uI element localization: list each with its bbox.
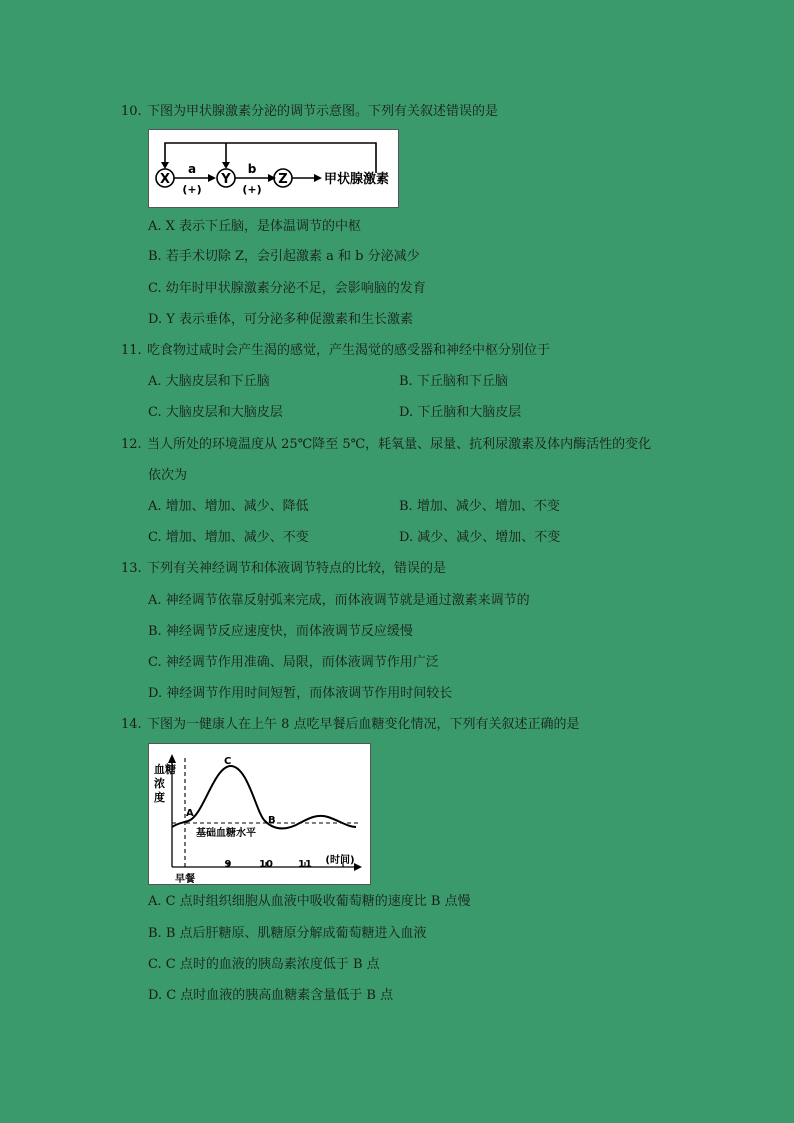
y-label-char-2: 糖: [165, 763, 176, 776]
q14-option-d: D. C 点时血液的胰高血糖素含量低于 B 点: [148, 988, 394, 1003]
question-12-stem-continued: 依次为: [148, 468, 188, 483]
q14-option-b: B. B 点后肝糖原、肌糖原分解成葡萄糖进入血液: [148, 926, 427, 941]
q14-option-c: C. C 点时的血液的胰岛素浓度低于 B 点: [148, 957, 380, 972]
x-axis-label: (时间): [325, 855, 355, 866]
q12-option-d: D. 减少、减少、增加、不变: [399, 530, 561, 545]
q13-option-d: D. 神经调节作用时间短暂，而体液调节作用时间较长: [148, 686, 453, 701]
point-c-label: C: [224, 756, 232, 767]
y-label-char-4: 度: [154, 791, 165, 804]
q11-option-d: D. 下丘脑和大脑皮层: [399, 405, 522, 420]
q12-option-b: B. 增加、减少、增加、不变: [399, 499, 560, 514]
thyroid-regulation-diagram: [148, 129, 399, 208]
plus-label-2: (+): [242, 183, 262, 196]
q10-option-b: B. 若手术切除 Z，会引起激素 a 和 b 分泌减少: [148, 249, 420, 264]
node-y: Y: [221, 172, 231, 187]
question-11-stem: 11. 吃食物过咸时会产生渴的感觉，产生渴觉的感受器和神经中枢分别位于: [121, 343, 551, 358]
hormone-a-label: a: [187, 162, 197, 176]
y-label-char-1: 血: [154, 763, 165, 776]
plus-label-1: (+): [182, 183, 202, 196]
breakfast-label: 早餐: [175, 874, 195, 885]
q13-option-c: C. 神经调节作用准确、局限，而体液调节作用广泛: [148, 655, 439, 670]
q11-option-c: C. 大脑皮层和大脑皮层: [148, 405, 283, 420]
node-z: Z: [278, 172, 288, 187]
question-10-stem: 10. 下图为甲状腺激素分泌的调节示意图。下列有关叙述错误的是: [121, 104, 499, 119]
q12-option-c: C. 增加、增加、减少、不变: [148, 530, 309, 545]
point-b-label: B: [268, 815, 276, 826]
q13-option-b: B. 神经调节反应速度快，而体液调节反应缓慢: [148, 624, 413, 639]
q12-option-a: A. 增加、增加、减少、降低: [148, 499, 309, 514]
question-12-stem: 12. 当人所处的环境温度从 25℃降至 5℃，耗氧量、尿量、抗利尿激素及体内酶活性的变化: [121, 437, 652, 452]
node-x: X: [159, 172, 171, 187]
thyroid-hormone-label: 甲状腺激素: [324, 172, 390, 187]
q11-option-a: A. 大脑皮层和下丘脑: [148, 374, 270, 389]
question-14-stem: 14. 下图为一健康人在上午 8 点吃早餐后血糖变化情况，下列有关叙述正确的是: [121, 717, 580, 732]
baseline-label: 基础血糖水平: [196, 828, 256, 839]
hormone-b-label: b: [247, 162, 257, 176]
q14-option-a: A. C 点时组织细胞从血液中吸收葡萄糖的速度比 B 点慢: [148, 894, 471, 909]
tick-10: 10: [259, 859, 273, 870]
q10-option-c: C. 幼年时甲状腺激素分泌不足，会影响脑的发育: [148, 281, 426, 296]
blood-glucose-graph: [148, 743, 371, 885]
point-a-label: A: [186, 808, 194, 819]
tick-11: 11: [298, 859, 312, 870]
q13-option-a: A. 神经调节依靠反射弧来完成，而体液调节就是通过激素来调节的: [148, 593, 530, 608]
question-13-stem: 13. 下列有关神经调节和体液调节特点的比较，错误的是: [121, 561, 447, 576]
tick-9: 9: [224, 859, 232, 870]
q10-option-d: D. Y 表示垂体，可分泌多种促激素和生长激素: [148, 312, 413, 327]
y-label-char-3: 浓: [154, 777, 165, 790]
q10-option-a: A. X 表示下丘脑，是体温调节的中枢: [148, 219, 362, 234]
q11-option-b: B. 下丘脑和下丘脑: [399, 374, 508, 389]
